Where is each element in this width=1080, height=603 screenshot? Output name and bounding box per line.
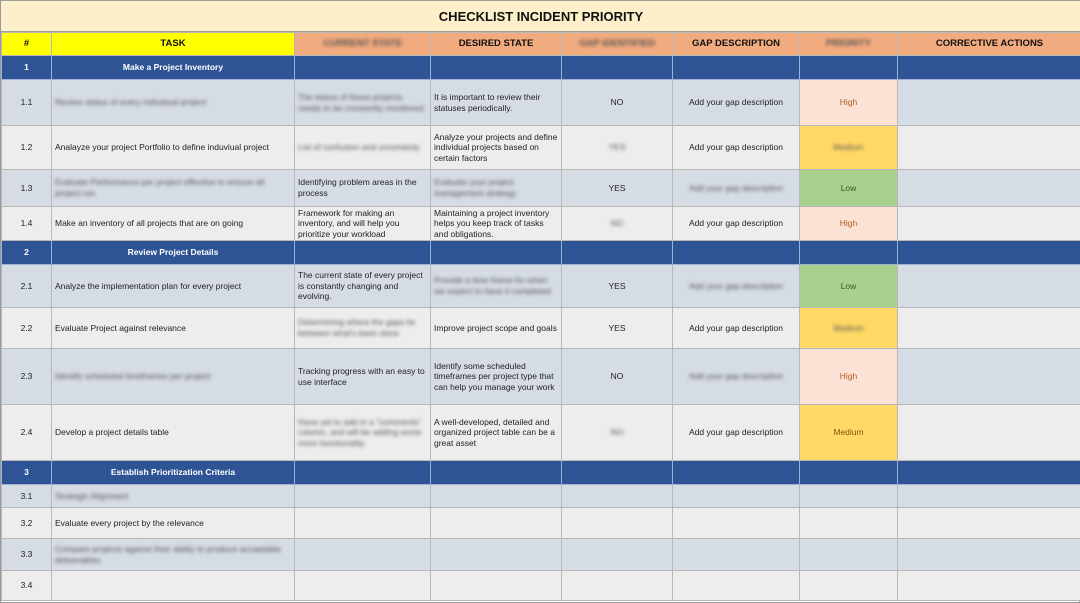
current-state-cell[interactable] xyxy=(295,126,431,170)
col-header-current-state[interactable]: CURRENT STATE xyxy=(295,33,431,56)
task-cell[interactable] xyxy=(52,349,295,405)
task-cell-text: Strategic Alignment xyxy=(55,490,129,501)
table-row xyxy=(2,405,1080,461)
priority-cell[interactable] xyxy=(800,485,898,508)
task-cell[interactable]: Analyze the implementation plan for every project xyxy=(52,265,295,308)
gap-description-cell[interactable] xyxy=(673,485,800,508)
task-cell[interactable]: Evaluate every project by the relevance xyxy=(52,508,295,539)
task-cell[interactable] xyxy=(52,485,295,508)
section-empty-cell[interactable] xyxy=(800,56,898,80)
corrective-actions-cell[interactable] xyxy=(898,126,1080,170)
section-number[interactable]: 2 xyxy=(2,241,52,265)
gap-identified-cell[interactable] xyxy=(562,126,673,170)
desired-state-cell[interactable] xyxy=(431,571,562,601)
section-empty-cell[interactable] xyxy=(431,56,562,80)
section-empty-cell[interactable] xyxy=(562,56,673,80)
corrective-actions-cell[interactable] xyxy=(898,170,1080,207)
section-empty-cell[interactable] xyxy=(673,56,800,80)
gap-identified-cell[interactable] xyxy=(562,571,673,601)
sheet-title: CHECKLIST INCIDENT PRIORITY xyxy=(1,1,1080,32)
section-empty-cell[interactable] xyxy=(673,241,800,265)
section-empty-cell[interactable] xyxy=(431,241,562,265)
table-row xyxy=(2,508,1080,539)
current-state-cell[interactable]: Identifying problem areas in the process xyxy=(295,170,431,207)
section-label[interactable]: Establish Prioritization Criteria xyxy=(52,461,295,485)
current-state-cell[interactable]: The current state of every project is constantly changing and evolving. xyxy=(295,265,431,308)
table-row xyxy=(2,265,1080,308)
row-number[interactable]: 2.1 xyxy=(2,265,52,308)
section-empty-cell[interactable] xyxy=(898,241,1080,265)
current-state-cell[interactable] xyxy=(295,308,431,349)
corrective-actions-cell[interactable] xyxy=(898,207,1080,241)
current-state-cell[interactable] xyxy=(295,485,431,508)
section-empty-cell[interactable] xyxy=(673,461,800,485)
priority-cell[interactable] xyxy=(800,539,898,571)
table-row xyxy=(2,349,1080,405)
task-cell[interactable] xyxy=(52,571,295,601)
section-empty-cell[interactable] xyxy=(562,461,673,485)
row-number[interactable]: 1.1 xyxy=(2,80,52,126)
gap-description-cell-text: Add your gap description xyxy=(688,182,784,193)
gap-identified-cell[interactable]: NO xyxy=(562,349,673,405)
desired-state-cell[interactable] xyxy=(431,265,562,308)
gap-identified-cell[interactable]: YES xyxy=(562,265,673,308)
col-header-corrective-actions[interactable]: CORRECTIVE ACTIONS xyxy=(898,33,1080,56)
col-header-number[interactable]: # xyxy=(2,33,52,56)
section-number[interactable]: 1 xyxy=(2,56,52,80)
table-row xyxy=(2,170,1080,207)
gap-identified-cell[interactable]: YES xyxy=(562,308,673,349)
task-cell[interactable]: Evaluate Project against relevance xyxy=(52,308,295,349)
row-number[interactable]: 3.1 xyxy=(2,485,52,508)
section-empty-cell[interactable] xyxy=(295,56,431,80)
gap-description-cell-text: Add your gap description xyxy=(688,280,784,291)
corrective-actions-cell[interactable] xyxy=(898,308,1080,349)
priority-cell[interactable] xyxy=(800,126,898,170)
priority-cell-text: Medium xyxy=(833,322,864,333)
col-header-task[interactable]: TASK xyxy=(52,33,295,56)
row-number[interactable]: 1.2 xyxy=(2,126,52,170)
corrective-actions-cell[interactable] xyxy=(898,405,1080,461)
header-row xyxy=(2,33,1080,56)
task-cell[interactable] xyxy=(52,80,295,126)
table-row xyxy=(2,126,1080,170)
gap-description-cell[interactable]: Add your gap description xyxy=(673,126,800,170)
gap-identified-cell-text: NO xyxy=(610,218,624,229)
desired-state-cell[interactable] xyxy=(431,170,562,207)
current-state-cell[interactable]: Framework for making an inventory, and will help you prioritize your workload xyxy=(295,207,431,241)
priority-cell[interactable]: Low xyxy=(800,265,898,308)
section-label[interactable]: Make a Project Inventory xyxy=(52,56,295,80)
desired-state-cell[interactable] xyxy=(431,485,562,508)
desired-state-cell[interactable]: Improve project scope and goals xyxy=(431,308,562,349)
corrective-actions-cell[interactable] xyxy=(898,539,1080,571)
col-header-priority[interactable]: PRIORITY xyxy=(800,33,898,56)
current-state-cell[interactable]: Tracking progress with an easy to use interface xyxy=(295,349,431,405)
gap-description-cell-text: Add your gap description xyxy=(688,371,784,382)
gap-description-cell[interactable]: Add your gap description xyxy=(673,207,800,241)
priority-cell[interactable]: High xyxy=(800,80,898,126)
corrective-actions-cell[interactable] xyxy=(898,508,1080,539)
task-cell[interactable]: Make an inventory of all projects that are on going xyxy=(52,207,295,241)
section-empty-cell[interactable] xyxy=(800,461,898,485)
gap-identified-cell[interactable] xyxy=(562,405,673,461)
gap-description-cell[interactable] xyxy=(673,539,800,571)
current-state-cell[interactable] xyxy=(295,508,431,539)
task-cell-text: Evaluate Performance per project effective to ensure all project run xyxy=(55,177,265,198)
corrective-actions-cell[interactable] xyxy=(898,571,1080,601)
gap-identified-cell-text: YES xyxy=(608,142,626,153)
section-number[interactable]: 3 xyxy=(2,461,52,485)
section-row xyxy=(2,461,1080,485)
gap-description-cell[interactable]: Add your gap description xyxy=(673,308,800,349)
gap-description-cell[interactable] xyxy=(673,508,800,539)
row-number[interactable]: 1.4 xyxy=(2,207,52,241)
priority-cell[interactable]: Low xyxy=(800,170,898,207)
table-row xyxy=(2,80,1080,126)
corrective-actions-cell[interactable] xyxy=(898,349,1080,405)
priority-cell-text: Medium xyxy=(833,142,864,153)
table-row xyxy=(2,539,1080,571)
table-row xyxy=(2,308,1080,349)
gap-description-cell[interactable]: Add your gap description xyxy=(673,405,800,461)
gap-identified-cell[interactable] xyxy=(562,539,673,571)
desired-state-cell[interactable]: Identify some scheduled timeframes per project type that can help you manage your work xyxy=(431,349,562,405)
priority-cell[interactable] xyxy=(800,508,898,539)
col-header-gap-description[interactable]: GAP DESCRIPTION xyxy=(673,33,800,56)
table-row xyxy=(2,207,1080,241)
gap-description-cell[interactable] xyxy=(673,265,800,308)
current-state-cell[interactable] xyxy=(295,405,431,461)
current-state-cell-text: Have yet to add in a "comments" column, and will be adding some more functionality xyxy=(298,416,422,448)
section-empty-cell[interactable] xyxy=(898,461,1080,485)
section-label[interactable]: Review Project Details xyxy=(52,241,295,265)
col-header-desired-state[interactable]: DESIRED STATE xyxy=(431,33,562,56)
priority-cell[interactable] xyxy=(800,308,898,349)
col-header-gap-identified[interactable]: GAP IDENTIFIED xyxy=(562,33,673,56)
current-state-cell-text: The status of these projects needs to be constantly monitored. xyxy=(298,91,426,113)
task-cell[interactable]: Analayze your project Portfolio to define induviual project xyxy=(52,126,295,170)
gap-description-cell[interactable]: Add your gap description xyxy=(673,80,800,126)
section-row xyxy=(2,241,1080,265)
priority-cell[interactable]: High xyxy=(800,349,898,405)
task-cell[interactable] xyxy=(52,170,295,207)
gap-identified-cell[interactable] xyxy=(562,207,673,241)
table-row xyxy=(2,571,1080,601)
desired-state-cell[interactable]: Analyze your projects and define individual projects based on certain factors xyxy=(431,126,562,170)
section-row xyxy=(2,56,1080,80)
section-empty-cell[interactable] xyxy=(800,241,898,265)
task-cell-text: Review status of every individual project xyxy=(55,97,207,108)
corrective-actions-cell[interactable] xyxy=(898,265,1080,308)
desired-state-cell[interactable]: Maintaining a project inventory helps you keep track of tasks and obligations. xyxy=(431,207,562,241)
current-state-cell-text: Determining where the gaps lie between what's been done xyxy=(298,317,416,338)
row-number[interactable]: 3.3 xyxy=(2,539,52,571)
corrective-actions-cell[interactable] xyxy=(898,80,1080,126)
desired-state-cell[interactable] xyxy=(431,508,562,539)
gap-identified-cell[interactable] xyxy=(562,485,673,508)
gap-description-cell[interactable] xyxy=(673,571,800,601)
desired-state-cell[interactable]: It is important to review their statuses periodically. xyxy=(431,80,562,126)
corrective-actions-cell[interactable] xyxy=(898,485,1080,508)
table-row xyxy=(2,485,1080,508)
gap-identified-cell-text: NO xyxy=(610,427,624,438)
section-empty-cell[interactable] xyxy=(295,241,431,265)
desired-state-cell-text: Evaluate your project management strategy xyxy=(434,177,517,198)
desired-state-cell[interactable]: A well-developed, detailed and organized project table can be a great asset xyxy=(431,405,562,461)
row-number[interactable]: 2.4 xyxy=(2,405,52,461)
section-empty-cell[interactable] xyxy=(562,241,673,265)
section-empty-cell[interactable] xyxy=(431,461,562,485)
gap-identified-cell[interactable] xyxy=(562,508,673,539)
row-number[interactable]: 3.2 xyxy=(2,508,52,539)
section-empty-cell[interactable] xyxy=(295,461,431,485)
priority-cell[interactable]: Medium xyxy=(800,405,898,461)
current-state-cell[interactable] xyxy=(295,80,431,126)
task-cell[interactable] xyxy=(52,539,295,571)
row-number[interactable]: 1.3 xyxy=(2,170,52,207)
task-cell-text: Compare projects against their ability to produce acceptable deliverables xyxy=(55,543,281,565)
section-empty-cell[interactable] xyxy=(898,56,1080,80)
priority-cell[interactable] xyxy=(800,571,898,601)
row-number[interactable]: 2.3 xyxy=(2,349,52,405)
current-state-cell[interactable] xyxy=(295,539,431,571)
desired-state-cell-text: Provide a time frame for when we expect to have it completed xyxy=(434,275,551,296)
task-cell[interactable]: Develop a project details table xyxy=(52,405,295,461)
task-cell-text: Identify scheduled timeframes per project xyxy=(55,371,211,382)
row-number[interactable]: 3.4 xyxy=(2,571,52,601)
current-state-cell-text: List of confusion and uncertainty xyxy=(298,142,420,153)
checklist-table xyxy=(1,32,1080,601)
gap-identified-cell[interactable]: NO xyxy=(562,80,673,126)
priority-cell[interactable]: High xyxy=(800,207,898,241)
gap-description-cell[interactable] xyxy=(673,170,800,207)
gap-description-cell[interactable] xyxy=(673,349,800,405)
gap-identified-cell[interactable]: YES xyxy=(562,170,673,207)
desired-state-cell[interactable] xyxy=(431,539,562,571)
current-state-cell[interactable] xyxy=(295,571,431,601)
row-number[interactable]: 2.2 xyxy=(2,308,52,349)
